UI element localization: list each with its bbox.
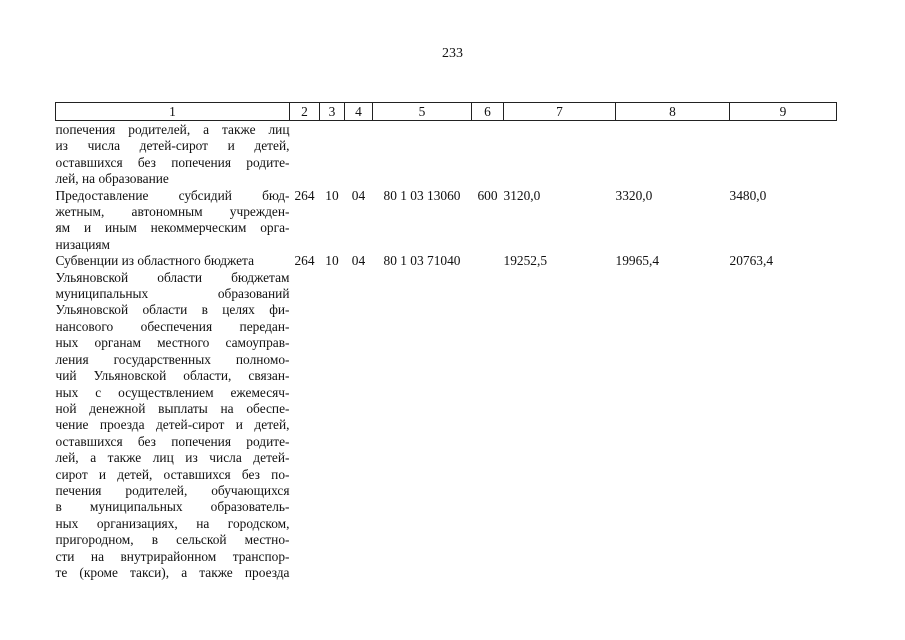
cell-col6: 600: [477, 187, 498, 203]
description-line: Субвенции из областного бюджета: [55, 253, 255, 269]
cell-col4: 04: [351, 253, 366, 269]
cell-col6: [472, 121, 504, 188]
cell-col2: [290, 121, 320, 188]
description-line: нансового обеспечения передан-: [55, 318, 290, 334]
description-line: жетным, автономным учрежден-: [55, 204, 290, 220]
column-header-8: 8: [616, 103, 730, 121]
description-line: пригородном, в сельской местно-: [55, 532, 290, 548]
description-line: печения родителей, обучающихся: [55, 482, 290, 498]
column-header-9: 9: [730, 103, 837, 121]
description-line: ной денежной выплаты на обеспе-: [55, 400, 290, 416]
description-line: муниципальных образований: [55, 286, 290, 302]
description-line: ных органам местного самоуправ-: [55, 335, 290, 351]
cell-col3: [320, 121, 345, 188]
cell-col2: 264: [294, 187, 315, 203]
row-description: [56, 188, 290, 254]
column-header-2: 2: [290, 103, 320, 121]
column-header-4: 4: [345, 103, 373, 121]
cell-col4: 04: [351, 187, 366, 203]
cell-col8: 19965,4: [615, 253, 660, 269]
cell-col8: [616, 121, 730, 188]
cell-col5: 80 1 03 71040: [383, 253, 461, 269]
header-row: [56, 103, 837, 121]
table-row: [56, 253, 837, 581]
cell-col7: 3120,0: [503, 187, 541, 203]
column-header-1: 1: [56, 103, 290, 121]
description-line: Предоставление субсидий бюд-: [55, 187, 290, 203]
page-number: 233: [442, 46, 463, 61]
column-header-7: 7: [504, 103, 616, 121]
cell-col9: [730, 121, 837, 188]
column-header-3: 3: [320, 103, 345, 121]
description-line: ных организациях, на городском,: [55, 515, 290, 531]
cell-col5: 80 1 03 13060: [383, 187, 461, 203]
description-line: те (кроме такси), а также проезда: [55, 564, 290, 580]
description-line: из числа детей-сирот и детей,: [55, 138, 290, 154]
description-line: оставшихся без попечения родите-: [55, 154, 290, 170]
cell-col9: 3480,0: [729, 187, 767, 203]
description-line: сти на внутрирайонном транспор-: [55, 548, 290, 564]
budget-table: [55, 102, 837, 581]
column-header-5: 5: [373, 103, 472, 121]
cell-col8: 3320,0: [615, 187, 653, 203]
table-row: [56, 188, 837, 254]
cell-col3: 10: [325, 253, 339, 269]
description-line: в муниципальных образователь-: [55, 499, 290, 515]
cell-col9: 20763,4: [729, 253, 774, 269]
cell-col3: 10: [325, 187, 339, 203]
description-line: чение проезда детей-сирот и детей,: [55, 417, 290, 433]
cell-col7: [504, 121, 616, 188]
description-line: Ульяновской области бюджетам: [55, 269, 290, 285]
description-line: лей, на образование: [55, 171, 169, 187]
description-line: чий Ульяновской области, связан-: [55, 368, 290, 384]
row-description: [56, 121, 290, 188]
description-line: лей, а также лиц из числа детей-: [55, 450, 290, 466]
description-line: ям и иным некоммерческим орга-: [55, 220, 290, 236]
description-line: сирот и детей, оставшихся без по-: [55, 466, 290, 482]
cell-col6: [472, 253, 504, 581]
column-header-6: 6: [472, 103, 504, 121]
description-line: низациям: [55, 236, 111, 252]
cell-col4: [345, 121, 373, 188]
row-description: [56, 253, 290, 581]
cell-col5: [373, 121, 472, 188]
description-line: Ульяновской области в целях фи-: [55, 302, 290, 318]
description-line: ления государственных полномо-: [55, 351, 290, 367]
cell-col7: 19252,5: [503, 253, 548, 269]
table-row: [56, 121, 837, 188]
cell-col2: 264: [294, 253, 315, 269]
description-line: попечения родителей, а также лиц: [55, 122, 290, 137]
description-line: оставшихся без попечения родите-: [55, 433, 290, 449]
description-line: ных с осуществлением ежемесяч-: [55, 384, 290, 400]
